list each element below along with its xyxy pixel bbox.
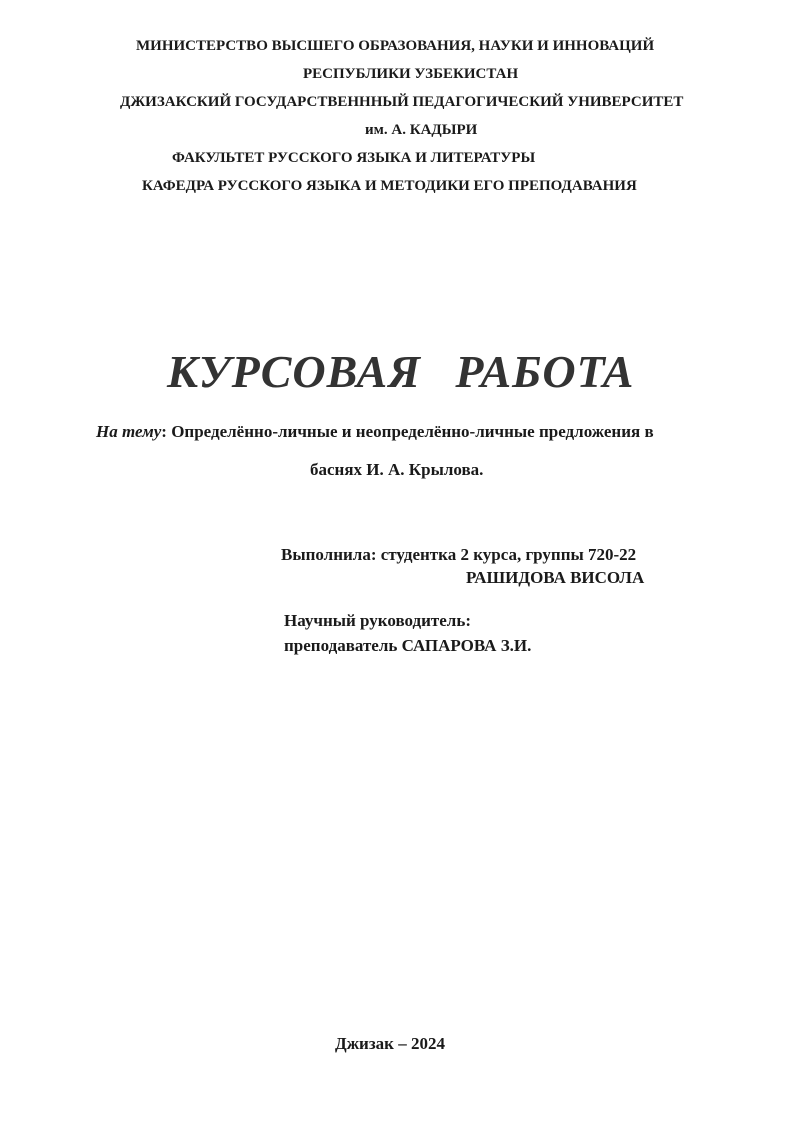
university-line-1: ДЖИЗАКСКИЙ ГОСУДАРСТВЕНННЫЙ ПЕДАГОГИЧЕСКИЙ УНИВЕРСИТЕТ — [120, 94, 684, 110]
author-name: РАШИДОВА ВИСОЛА — [466, 568, 645, 587]
university-line-2: им. А. КАДЫРИ — [365, 122, 478, 138]
place-year: Джизак – 2024 — [335, 1034, 445, 1053]
ministry-line-2: РЕСПУБЛИКИ УЗБЕКИСТАН — [303, 66, 519, 82]
topic-line-1 — [96, 422, 654, 442]
department-line: КАФЕДРА РУССКОГО ЯЗЫКА И МЕТОДИКИ ЕГО ПРЕПОДАВАНИЯ — [142, 178, 637, 194]
ministry-line-1: МИНИСТЕРСТВО ВЫСШЕГО ОБРАЗОВАНИЯ, НАУКИ И ИННОВАЦИЙ — [136, 38, 655, 54]
supervisor-label: Научный руководитель: — [284, 611, 471, 630]
supervisor-name: преподаватель САПАРОВА З.И. — [284, 636, 532, 655]
author-info: Выполнила: студентка 2 курса, группы 720-22 — [281, 545, 637, 564]
topic-line-2: баснях И. А. Крылова. — [310, 460, 484, 479]
document-title: КУРСОВАЯ РАБОТА — [167, 346, 635, 397]
topic-label: На тему — [96, 422, 162, 441]
topic-text: : Определённо-личные и неопределённо-личные предложения в — [161, 422, 654, 441]
faculty-line: ФАКУЛЬТЕТ РУССКОГО ЯЗЫКА И ЛИТЕРАТУРЫ — [172, 150, 536, 166]
